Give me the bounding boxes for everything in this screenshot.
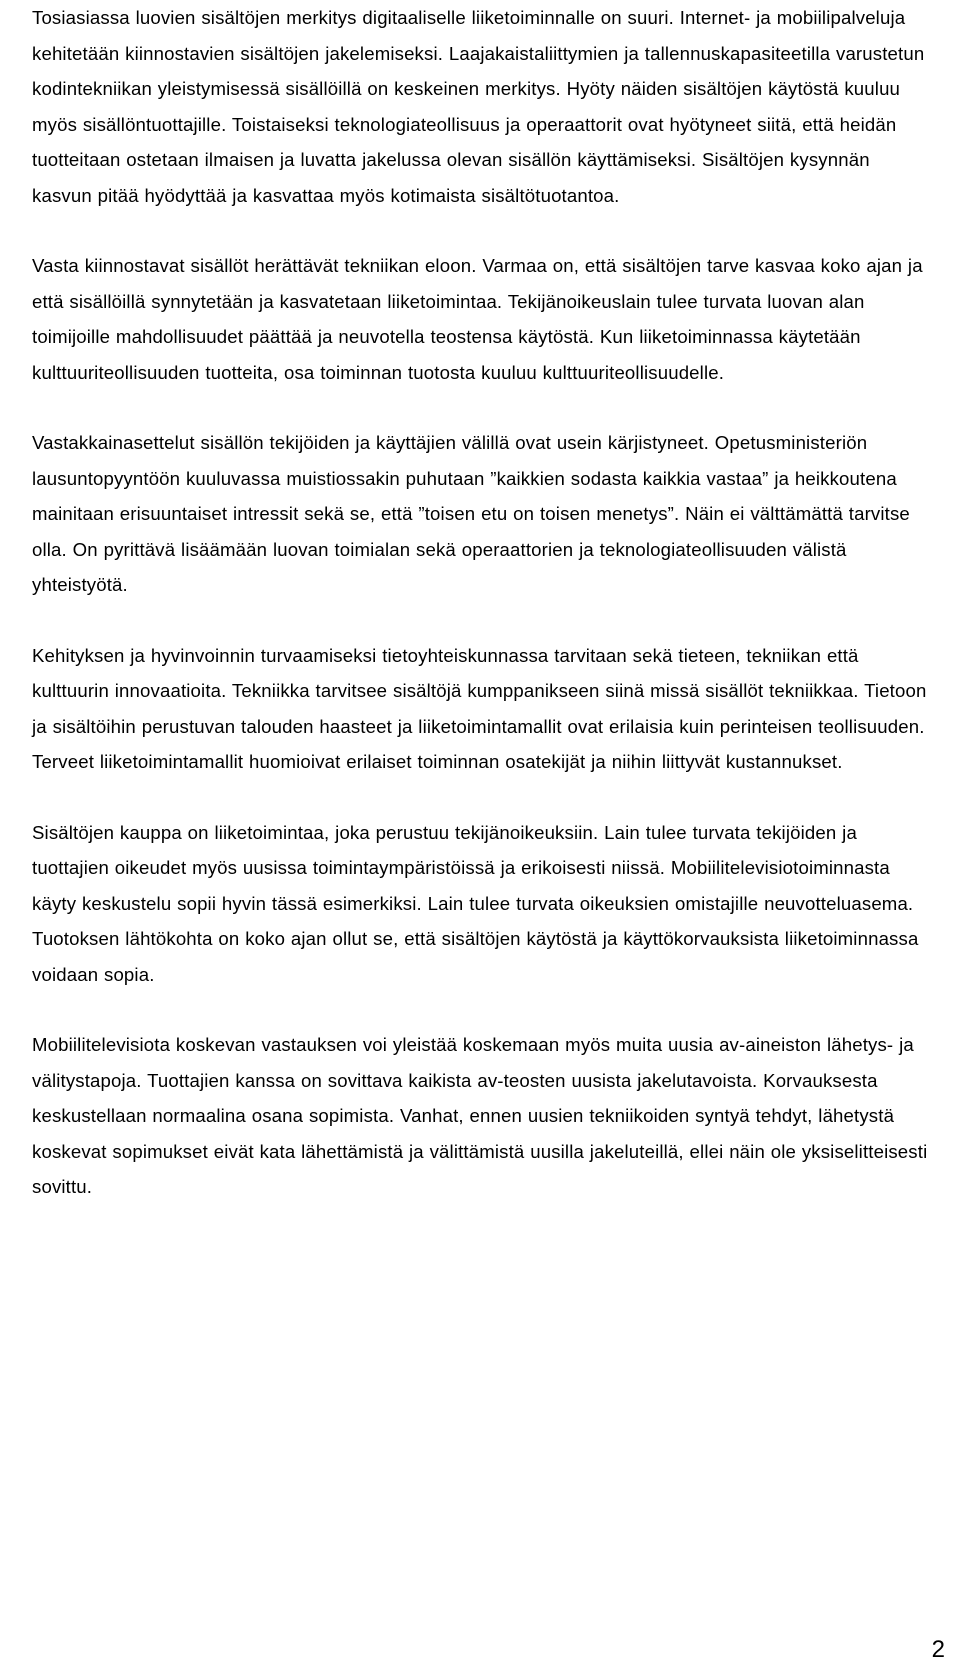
paragraph-4: Kehityksen ja hyvinvoinnin turvaamiseksi tietoyhteiskunnassa tarvitaan sekä tieteen, tekniikan että kulttuurin innovaatioita. Tekniikka tarvitsee sisältöjä kumppanikseen siinä missä sisällöt tekniikkaa. Tietoon ja sisältöihin perustuvan talouden haasteet ja liiketoimintamallit ovat erilaisia kuin perinteisen teollisuuden. Terveet liiketoimintamallit huomioivat erilaiset toiminnan osatekijät ja niihin liittyvät kustannukset. [32, 644, 927, 772]
paragraph-1: Tosiasiassa luovien sisältöjen merkitys digitaaliselle liiketoiminnalle on suuri. Internet- ja mobiilipalveluja kehitetään kiinnostavien sisältöjen jakelemiseksi. Laajakaistaliittymien ja tallennuskapasiteetilla varustetun kodintekniikan yleistymisessä sisällöillä on keskeinen merkitys. Hyöty näiden sisältöjen käytöstä kuuluu myös sisällöntuottajille. Toistaiseksi teknologiateollisuus ja operaattorit ovat hyötyneet siitä, että heidän tuotteitaan ostetaan ilmaisen ja luvatta jakelussa olevan sisällön käyttämiseksi. Sisältöjen kysynnän kasvun pitää hyödyttää ja kasvattaa myös kotimaista sisältötuotantoa. [32, 7, 925, 206]
paragraph-6: Mobiilitelevisiota koskevan vastauksen voi yleistää koskemaan myös muita uusia av-aineiston lähetys- ja välitystapoja. Tuottajien kanssa on sovittava kaikista av-teosten uusista jakelutavoista. Korvauksesta keskustellaan normaalina osana sopimista. Vanhat, ennen uusien tekniikoiden syntyä tehdyt, lähetystä koskevat sopimukset eivät kata lähettämistä ja välittämistä uusilla jakeluteillä, ellei näin ole yksiselitteisesti sovittu. [32, 1034, 928, 1197]
paragraph-5: Sisältöjen kauppa on liiketoimintaa, joka perustuu tekijänoikeuksiin. Lain tulee turvata tekijöiden ja tuottajien oikeudet myös uusissa toimintaympäristöissä ja erikoisesti niissä. Mobiilitelevisiotoiminnasta käyty keskustelu sopii hyvin tässä esimerkiksi. Lain tulee turvata oikeuksien omistajille neuvotteluasema. Tuotoksen lähtökohta on koko ajan ollut se, että sisältöjen käytöstä ja käyttökorvauksista liiketoiminnassa voidaan sopia. [32, 821, 919, 985]
paragraph-3: Vastakkainasettelut sisällön tekijöiden ja käyttäjien välillä ovat usein kärjistyneet. Opetusministeriön lausuntopyyntöön kuuluvassa muistiossakin puhutaan ”kaikkien sodasta kaikkia vastaa” ja heikkoutena mainitaan erisuuntaiset intressit sekä se, että ”toisen etu on toisen menetys”. Näin ei välttämättä tarvitse olla. On pyrittävä lisäämään luovan toimialan sekä operaattorien ja teknologiateollisuuden välistä yhteistyötä. [32, 432, 910, 595]
paragraph-2: Vasta kiinnostavat sisällöt herättävät tekniikan eloon. Varmaa on, että sisältöjen tarve kasvaa koko ajan ja että sisällöillä synnytetään ja kasvatetaan liiketoimintaa. Tekijänoikeuslain tulee turvata luovan alan toimijoille mahdollisuudet päättää ja neuvotella teostensa käytöstä. Kun liiketoiminnassa käytetään kulttuuriteollisuuden tuotteita, osa toiminnan tuotosta kuuluu kulttuuriteollisuudelle. [32, 255, 923, 383]
document-body [32, 0, 932, 1240]
page-number: 2 [931, 1636, 945, 1663]
